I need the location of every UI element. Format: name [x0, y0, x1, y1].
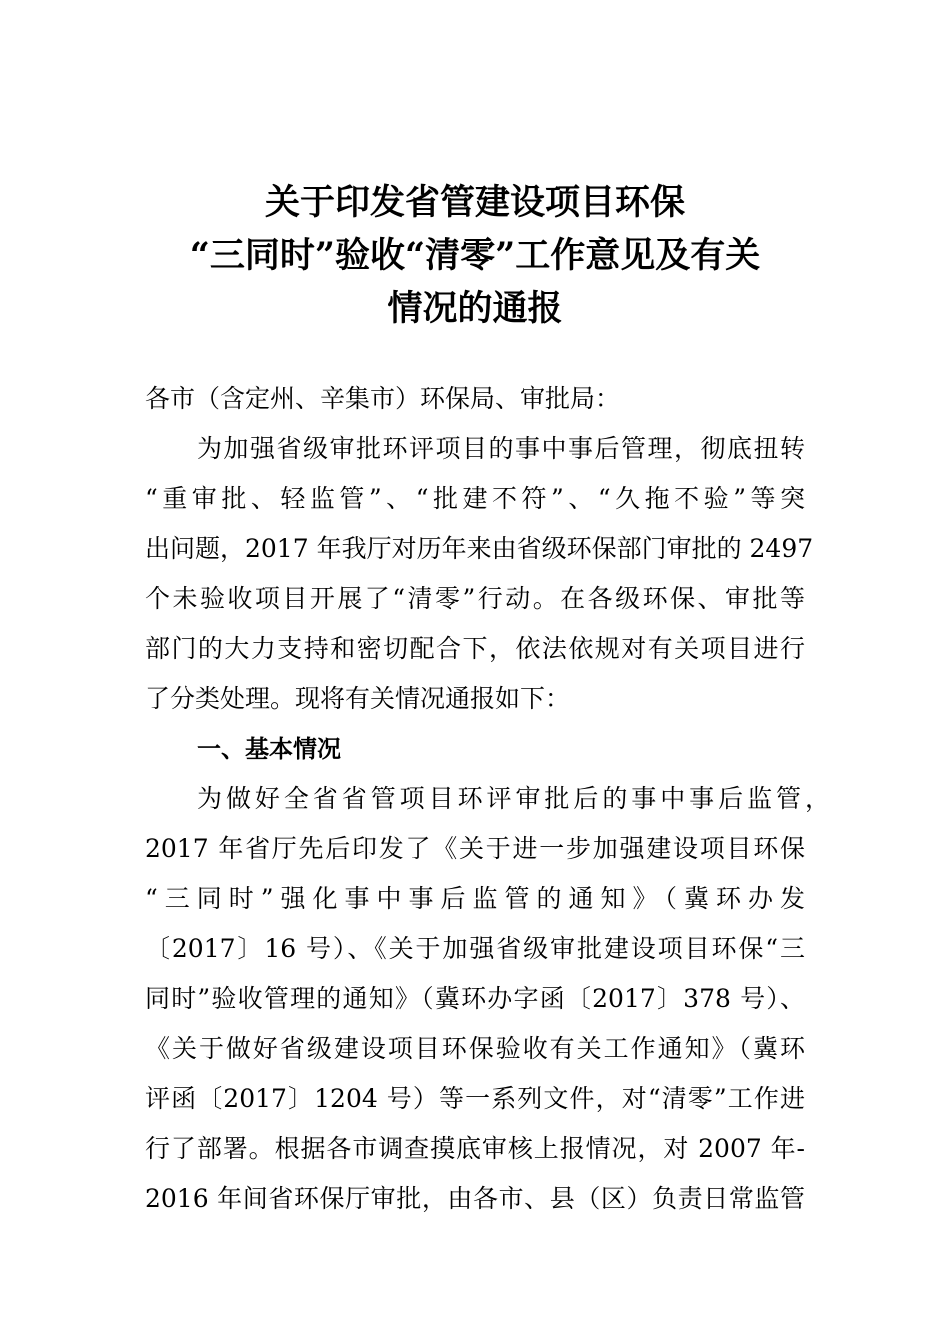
intro-line-1: 为加强省级审批环评项目的事中事后管理，彻底扭转	[197, 434, 805, 463]
section1-line-8: 行了部署。根据各市调查摸底审核上报情况，对 2007 年-	[145, 1134, 805, 1163]
document-title	[0, 176, 950, 335]
intro-line-5: 部门的大力支持和密切配合下，依法依规对有关项目进行	[145, 634, 805, 663]
intro-line-2: “重审批、轻监管”、“批建不符”、“久拖不验”等突	[145, 484, 805, 513]
intro-line-3: 出问题，2017 年我厅对历年来由省级环保部门审批的 2497	[145, 534, 814, 563]
section1-line-2: 2017 年省厅先后印发了《关于进一步加强建设项目环保	[145, 834, 805, 863]
salutation: 各市（含定州、辛集市）环保局、审批局：	[145, 384, 621, 413]
section1-line-3: “三同时”强化事中事后监管的通知》（冀环办发	[145, 884, 805, 913]
section1-line-7: 评函〔2017〕1204 号）等一系列文件，对“清零”工作进	[145, 1084, 805, 1113]
section1-line-4: 〔2017〕16 号）、《关于加强省级审批建设项目环保“三	[145, 934, 805, 963]
title-line-2: “三同时”验收“清零”工作意见及有关	[189, 235, 761, 276]
section1-line-5: 同时”验收管理的通知》（冀环办字函〔2017〕378 号）、	[145, 984, 805, 1013]
section1-line-9: 2016 年间省环保厅审批，由各市、县（区）负责日常监管	[145, 1184, 805, 1213]
title-line-3: 情况的通报	[387, 288, 563, 329]
intro-line-4: 个未验收项目开展了“清零”行动。在各级环保、审批等	[145, 584, 805, 613]
section1-line-6: 《关于做好省级建设项目环保验收有关工作通知》（冀环	[145, 1034, 805, 1063]
section1-line-1: 为做好全省省管项目环评审批后的事中事后监管，	[197, 784, 830, 813]
section-heading-basic-situation: 一、基本情况	[197, 735, 341, 763]
intro-line-6: 了分类处理。现将有关情况通报如下：	[145, 684, 571, 713]
title-line-1: 关于印发省管建设项目环保	[264, 182, 685, 223]
